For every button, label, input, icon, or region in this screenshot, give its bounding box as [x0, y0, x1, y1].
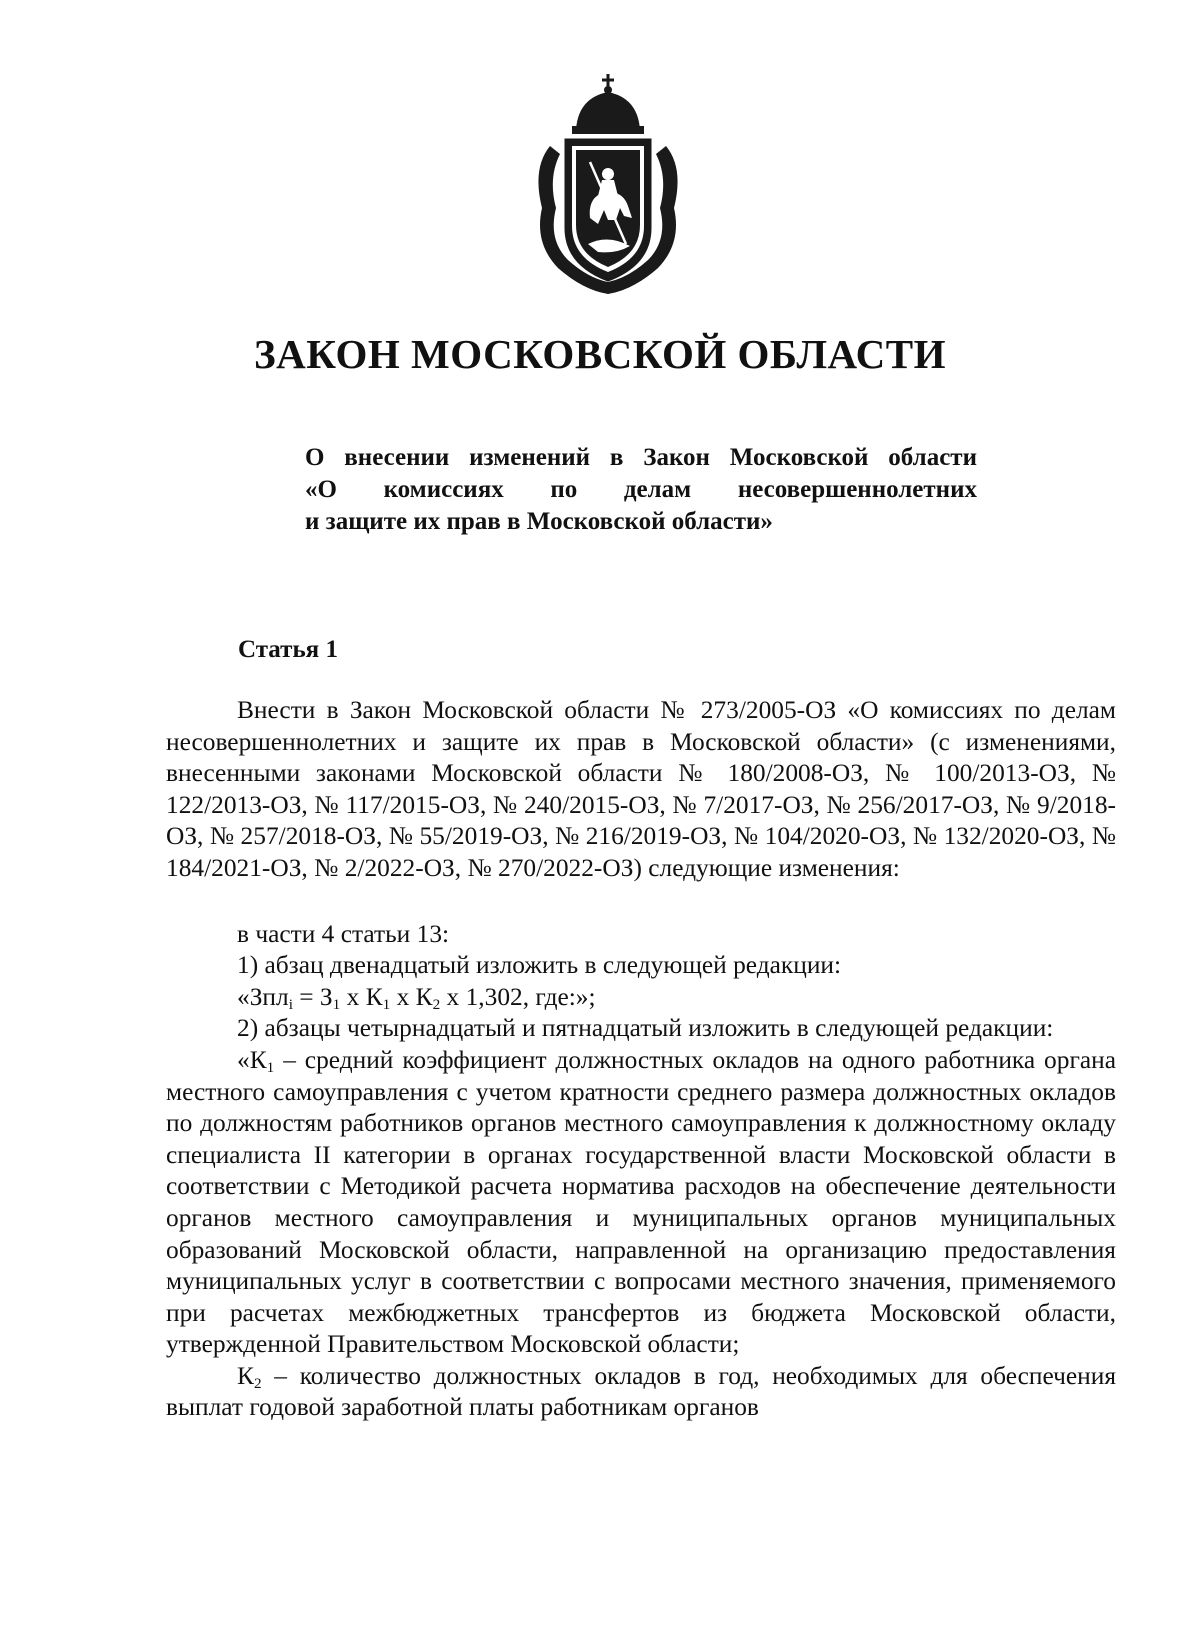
article-heading: Статья 1	[238, 636, 338, 663]
formula-line: «$Зпл_i = З_1$ х $К_1$ х $К_2$ х 1,302, где:»;	[237, 982, 596, 1013]
subject-line: «О комиссиях по делам несовершеннолетних	[305, 476, 977, 503]
article-intro-paragraph: Внести в Закон Московской области № 273/2005-ОЗ «О комиссиях по делам несовершеннолетних и защите их прав в Московской области» (с изменениями, внесенными законами Московской области № 180/2008-ОЗ, № 100/2013-ОЗ, № 122/2013-ОЗ, № 117/2015-ОЗ, № 240/2015-ОЗ, № 7/2017-ОЗ, № 256/2017-ОЗ, № 9/2018-ОЗ, № 257/2018-ОЗ, № 55/2019-ОЗ, № 216/2019-ОЗ, № 104/2020-ОЗ, № 132/2020-ОЗ, № 184/2021-ОЗ, № 2/2022-ОЗ, № 270/2022-ОЗ) следующие изменения:	[166, 696, 1116, 882]
subject-line: и защите их прав в Московской области»	[305, 508, 773, 535]
article-body	[166, 695, 1116, 1424]
law-subject	[305, 442, 977, 538]
amendment-item-1: 1) абзац двенадцатый изложить в следующей редакции:	[237, 951, 842, 980]
k2-definition: $К_2$ – количество должностных окладов в год, необходимых для обеспечения выплат годовой заработной платы работникам органов	[166, 1361, 1116, 1422]
part-reference: в части 4 статьи 13:	[237, 919, 450, 948]
law-title: ЗАКОН МОСКОВСКОЙ ОБЛАСТИ	[254, 331, 946, 377]
coat-of-arms-icon	[528, 68, 688, 298]
amendment-item-2: 2) абзацы четырнадцатый и пятнадцатый изложить в следующей редакции:	[237, 1014, 1054, 1043]
subject-line: О внесении изменений в Закон Московской области	[305, 444, 977, 471]
k1-definition: «$К_1$ – средний коэффициент должностных окладов на одного работника органа местного самоуправления с учетом кратности среднего размера должностных окладов по должностям работников органов местного самоуправления к должностному окладу специалиста II категории в органах государственной власти Московской области в соответствии с Методикой расчета норматива расходов на обеспечение деятельности органов местного самоуправления и муниципальных органов муниципальных образований Московской области, направленной на организацию предоставления муниципальных услуг в соответствии с вопросами местного значения, применяемого при расчетах межбюджетных трансфертов из бюджета Московской области, утвержденной Правительством Московской области;	[166, 1045, 1116, 1359]
